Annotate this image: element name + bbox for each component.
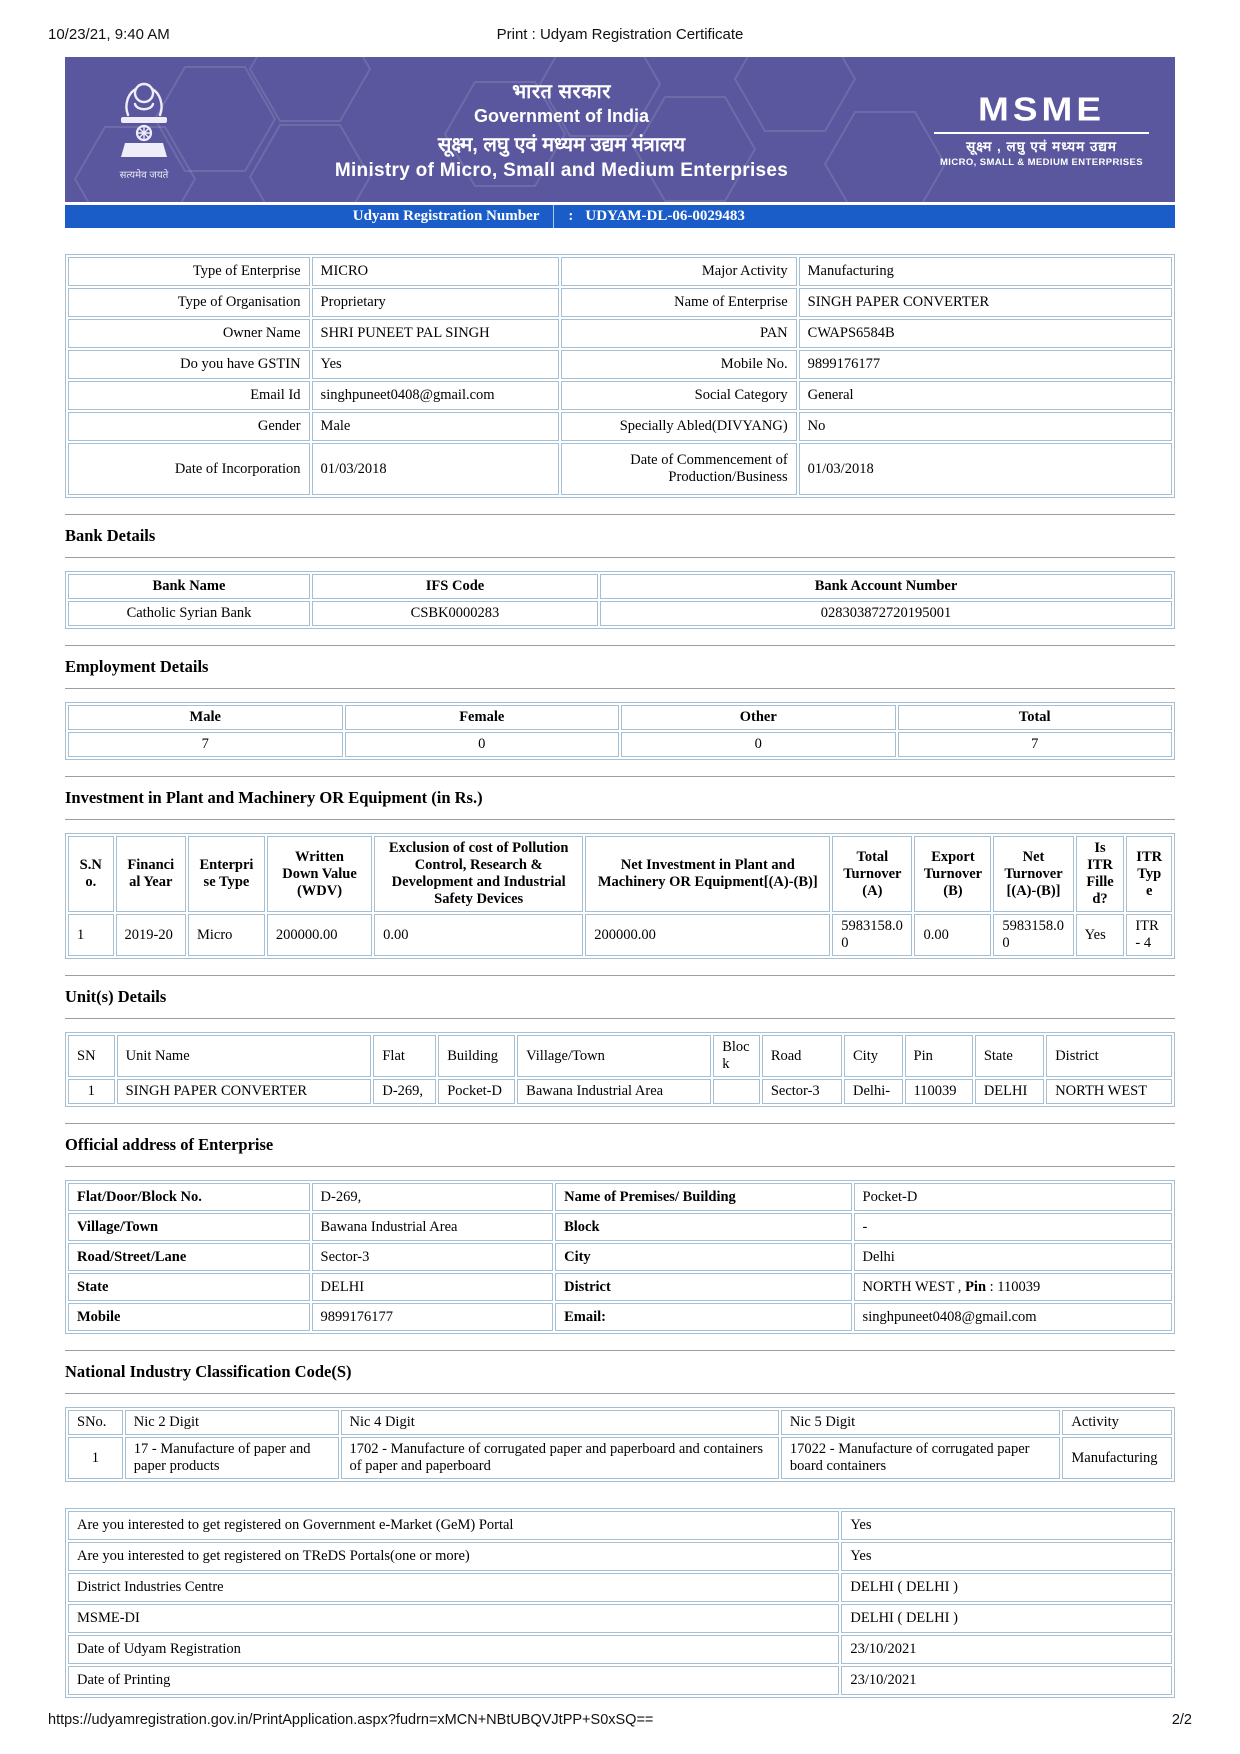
field-value: 01/03/2018: [312, 443, 559, 495]
table-row: [68, 412, 1172, 441]
nic-cell: 1: [68, 1437, 123, 1479]
nic-cell: 17 - Manufacture of paper and paper products: [125, 1437, 339, 1479]
table-row: [68, 1273, 1172, 1301]
field-label: Road/Street/Lane: [68, 1243, 310, 1271]
registration-summary-table: [65, 1508, 1175, 1698]
column-header: City: [844, 1035, 903, 1077]
field-value: 9899176177: [312, 1303, 554, 1331]
field-value: General: [799, 381, 1172, 410]
table-row: [68, 1183, 1172, 1211]
summary-label: MSME-DI: [68, 1604, 839, 1633]
unit-cell: 110039: [905, 1079, 973, 1104]
field-value: Yes: [312, 350, 559, 379]
field-label: Mobile No.: [561, 350, 797, 379]
summary-label: Are you interested to get registered on Government e-Market (GeM) Portal: [68, 1511, 839, 1540]
field-label: Block: [555, 1213, 851, 1241]
table-row: [68, 601, 1172, 626]
print-header: [48, 26, 1192, 43]
column-header: Building: [438, 1035, 515, 1077]
table-row: [68, 1542, 1172, 1571]
column-header: District: [1046, 1035, 1172, 1077]
nic-cell: Manufacturing: [1062, 1437, 1172, 1479]
table-row: [68, 1303, 1172, 1331]
column-header: S.No.: [68, 836, 114, 912]
section-rule: [65, 1018, 1175, 1019]
unit-cell: Pocket-D: [438, 1079, 515, 1104]
field-label: PAN: [561, 319, 797, 348]
pin-label: Pin: [965, 1278, 987, 1295]
employment-count: 7: [68, 732, 343, 757]
field-label: Date of Commencement of Production/Business: [561, 443, 797, 495]
banner-line-hindi-ministry: सूक्ष्म, लघु एवं मध्यम उद्यम मंत्रालय: [437, 134, 686, 156]
investment-cell: ITR - 4: [1126, 914, 1172, 956]
summary-label: Are you interested to get registered on TReDS Portals(one or more): [68, 1542, 839, 1571]
investment-cell: 5983158.00: [993, 914, 1073, 956]
msme-logo: [934, 91, 1149, 168]
column-header: Nic 4 Digit: [341, 1410, 779, 1435]
column-header: Financial Year: [116, 836, 186, 912]
section-rule: [65, 1123, 1175, 1124]
field-value: D-269,: [312, 1183, 554, 1211]
field-label: Name of Premises/ Building: [555, 1183, 851, 1211]
investment-cell: 2019-20: [116, 914, 186, 956]
field-label: District: [555, 1273, 851, 1301]
investment-cell: 5983158.00: [832, 914, 912, 956]
section-heading-address: Official address of Enterprise: [65, 1135, 274, 1154]
nic-cell: 17022 - Manufacture of corrugated paper board containers: [781, 1437, 1060, 1479]
table-row: [68, 1573, 1172, 1602]
column-header: Pin: [905, 1035, 973, 1077]
field-value: CWAPS6584B: [799, 319, 1172, 348]
nic-section: [65, 1350, 1175, 1482]
table-row: [68, 288, 1172, 317]
field-label: Name of Enterprise: [561, 288, 797, 317]
column-header: Bank Account Number: [600, 574, 1172, 599]
investment-cell: 200000.00: [585, 914, 830, 956]
table-row: [68, 1437, 1172, 1479]
district-value: NORTH WEST ,: [862, 1278, 966, 1295]
investment-cell: 1: [68, 914, 114, 956]
field-value: 9899176177: [799, 350, 1172, 379]
banner-line-ministry: Ministry of Micro, Small and Medium Enterprises: [334, 160, 789, 181]
nic-cell: 1702 - Manufacture of corrugated paper and paperboard and containers of paper and paperboard: [341, 1437, 779, 1479]
section-heading-employment: Employment Details: [65, 657, 209, 676]
table-header-row: [68, 705, 1172, 730]
column-header: Is ITR Filled?: [1076, 836, 1125, 912]
field-label: Major Activity: [561, 257, 797, 286]
msme-logo-hindi: सूक्ष्म , लघु एवं मध्यम उद्यम: [934, 132, 1149, 155]
urn-separator: :: [568, 208, 574, 224]
unit-cell: Sector-3: [762, 1079, 842, 1104]
field-value: Male: [312, 412, 559, 441]
section-rule: [65, 776, 1175, 777]
pin-value: : 110039: [986, 1278, 1041, 1295]
msme-logo-word: MSME: [978, 91, 1105, 128]
field-value: SHRI PUNEET PAL SINGH: [312, 319, 559, 348]
column-header: Other: [621, 705, 896, 730]
summary-value: 23/10/2021: [841, 1635, 1172, 1664]
table-row: [68, 319, 1172, 348]
field-value: Pocket-D: [854, 1183, 1172, 1211]
field-value: SINGH PAPER CONVERTER: [799, 288, 1172, 317]
field-label: Type of Enterprise: [68, 257, 310, 286]
summary-label: Date of Udyam Registration: [68, 1635, 839, 1664]
section-rule: [65, 975, 1175, 976]
print-footer: [48, 1712, 1192, 1728]
field-value: Manufacturing: [799, 257, 1172, 286]
column-header: State: [975, 1035, 1044, 1077]
emblem-caption: सत्यमेव जयते: [119, 169, 169, 181]
urn-bar: [65, 205, 1175, 228]
urn-value: UDYAM-DL-06-0029483: [585, 208, 745, 224]
column-header: Male: [68, 705, 343, 730]
column-header: Road: [762, 1035, 842, 1077]
ifs-code-cell: CSBK0000283: [312, 601, 598, 626]
table-header-row: [68, 574, 1172, 599]
address-section: [65, 1123, 1175, 1334]
field-label: City: [555, 1243, 851, 1271]
employment-count: 0: [621, 732, 896, 757]
field-value: Sector-3: [312, 1243, 554, 1271]
units-section: [65, 975, 1175, 1107]
units-table: [65, 1032, 1175, 1107]
govt-banner: [65, 57, 1175, 202]
unit-cell: DELHI: [975, 1079, 1044, 1104]
column-header: Net Turnover [(A)-(B)]: [993, 836, 1073, 912]
investment-cell: 0.00: [914, 914, 991, 956]
summary-value: DELHI ( DELHI ): [841, 1604, 1172, 1633]
table-row: [68, 1635, 1172, 1664]
table-row: [68, 1604, 1172, 1633]
section-rule: [65, 557, 1175, 558]
section-heading-nic: National Industry Classification Code(S): [65, 1362, 352, 1381]
unit-cell: SINGH PAPER CONVERTER: [117, 1079, 372, 1104]
account-number-cell: 028303872720195001: [600, 601, 1172, 626]
field-value: Delhi: [854, 1243, 1172, 1271]
msme-logo-english: MICRO, SMALL & MEDIUM ENTERPRISES: [939, 157, 1144, 168]
column-header: Unit Name: [117, 1035, 372, 1077]
field-value: -: [854, 1213, 1172, 1241]
column-header: IFS Code: [312, 574, 598, 599]
banner-line-hindi-govt: भारत सरकार: [512, 81, 611, 103]
address-table: [65, 1180, 1175, 1334]
unit-cell: Delhi-: [844, 1079, 903, 1104]
employment-section: [65, 645, 1175, 760]
section-heading-investment: Investment in Plant and Machinery OR Equipment (in Rs.): [65, 788, 483, 807]
table-row: [68, 257, 1172, 286]
table-row: [68, 443, 1172, 495]
table-row: [68, 1243, 1172, 1271]
summary-value: 23/10/2021: [841, 1666, 1172, 1695]
table-row: [68, 914, 1172, 956]
table-row: [68, 350, 1172, 379]
field-value: No: [799, 412, 1172, 441]
investment-table: [65, 833, 1175, 959]
employment-count: 0: [345, 732, 620, 757]
section-rule: [65, 514, 1175, 515]
table-header-row: [68, 836, 1172, 912]
bank-table: [65, 571, 1175, 629]
section-rule: [65, 688, 1175, 689]
table-row: [68, 381, 1172, 410]
section-rule: [65, 1350, 1175, 1351]
investment-cell: Yes: [1076, 914, 1125, 956]
print-datetime: 10/23/21, 9:40 AM: [48, 26, 170, 43]
field-value: [854, 1273, 1172, 1301]
india-emblem-icon: [113, 79, 175, 165]
investment-cell: Micro: [188, 914, 265, 956]
summary-value: Yes: [841, 1511, 1172, 1540]
column-header: Export Turnover (B): [914, 836, 991, 912]
field-label: Mobile: [68, 1303, 310, 1331]
section-heading-units: Unit(s) Details: [65, 987, 167, 1006]
section-rule: [65, 645, 1175, 646]
column-header: Nic 5 Digit: [781, 1410, 1060, 1435]
field-label: Village/Town: [68, 1213, 310, 1241]
field-label: Email:: [555, 1303, 851, 1331]
investment-cell: 200000.00: [267, 914, 372, 956]
field-value: DELHI: [312, 1273, 554, 1301]
column-header: Exclusion of cost of Pollution Control, Research & Development and Industrial Safety Devices: [374, 836, 583, 912]
column-header: Bank Name: [68, 574, 310, 599]
field-label: Email Id: [68, 381, 310, 410]
emblem-block: [99, 79, 189, 181]
print-footer-url: https://udyamregistration.gov.in/PrintApplication.aspx?fudrn=xMCN+NBtUBQVJtPP+S0xSQ==: [48, 1712, 654, 1728]
urn-label: Udyam Registration Number: [352, 208, 540, 224]
unit-cell: [713, 1079, 760, 1104]
field-label: Owner Name: [68, 319, 310, 348]
field-value: MICRO: [312, 257, 559, 286]
section-rule: [65, 819, 1175, 820]
table-row: [68, 1511, 1172, 1540]
field-label: State: [68, 1273, 310, 1301]
field-label: Do you have GSTIN: [68, 350, 310, 379]
summary-label: District Industries Centre: [68, 1573, 839, 1602]
column-header: SNo.: [68, 1410, 123, 1435]
investment-section: [65, 776, 1175, 959]
column-header: SN: [68, 1035, 115, 1077]
employment-count: 7: [898, 732, 1173, 757]
banner-titles: [189, 77, 934, 182]
summary-label: Date of Printing: [68, 1666, 839, 1695]
column-header: Village/Town: [517, 1035, 711, 1077]
field-value: singhpuneet0408@gmail.com: [854, 1303, 1172, 1331]
column-header: Activity: [1062, 1410, 1172, 1435]
field-value: 01/03/2018: [799, 443, 1172, 495]
urn-value-wrap: [554, 208, 744, 225]
print-title: Print : Udyam Registration Certificate: [496, 26, 744, 43]
column-header: Total Turnover (A): [832, 836, 912, 912]
nic-table: [65, 1407, 1175, 1482]
table-row: [68, 1213, 1172, 1241]
bank-name-cell: Catholic Syrian Bank: [68, 601, 310, 626]
section-rule: [65, 1393, 1175, 1394]
column-header: Net Investment in Plant and Machinery OR Equipment[(A)-(B)]: [585, 836, 830, 912]
column-header: Female: [345, 705, 620, 730]
field-label: Gender: [68, 412, 310, 441]
summary-value: Yes: [841, 1542, 1172, 1571]
bank-section: [65, 514, 1175, 629]
summary-value: DELHI ( DELHI ): [841, 1573, 1172, 1602]
table-header-row: [68, 1035, 1172, 1077]
section-heading-bank: Bank Details: [65, 526, 156, 545]
table-header-row: [68, 1410, 1172, 1435]
column-header: Nic 2 Digit: [125, 1410, 339, 1435]
unit-cell: NORTH WEST: [1046, 1079, 1172, 1104]
field-label: Type of Organisation: [68, 288, 310, 317]
field-label: Flat/Door/Block No.: [68, 1183, 310, 1211]
unit-cell: D-269,: [373, 1079, 436, 1104]
field-label: Specially Abled(DIVYANG): [561, 412, 797, 441]
unit-cell: Bawana Industrial Area: [517, 1079, 711, 1104]
column-header: Written Down Value (WDV): [267, 836, 372, 912]
print-footer-page-number: 2/2: [1171, 1712, 1192, 1728]
certificate-content: [65, 57, 1175, 1698]
column-header: Block: [713, 1035, 760, 1077]
investment-cell: 0.00: [374, 914, 583, 956]
table-row: [68, 1666, 1172, 1695]
column-header: Enterprise Type: [188, 836, 265, 912]
field-label: Social Category: [561, 381, 797, 410]
unit-cell: 1: [68, 1079, 115, 1104]
field-value: singhpuneet0408@gmail.com: [312, 381, 559, 410]
table-row: [68, 732, 1172, 757]
employment-table: [65, 702, 1175, 760]
column-header: Flat: [373, 1035, 436, 1077]
field-value: Bawana Industrial Area: [312, 1213, 554, 1241]
field-label: Date of Incorporation: [68, 443, 310, 495]
table-row: [68, 1079, 1172, 1104]
column-header: ITR Type: [1126, 836, 1172, 912]
section-rule: [65, 1166, 1175, 1167]
column-header: Total: [898, 705, 1173, 730]
enterprise-details-table: [65, 254, 1175, 498]
field-value: Proprietary: [312, 288, 559, 317]
banner-line-govt-of-india: Government of India: [473, 106, 650, 126]
